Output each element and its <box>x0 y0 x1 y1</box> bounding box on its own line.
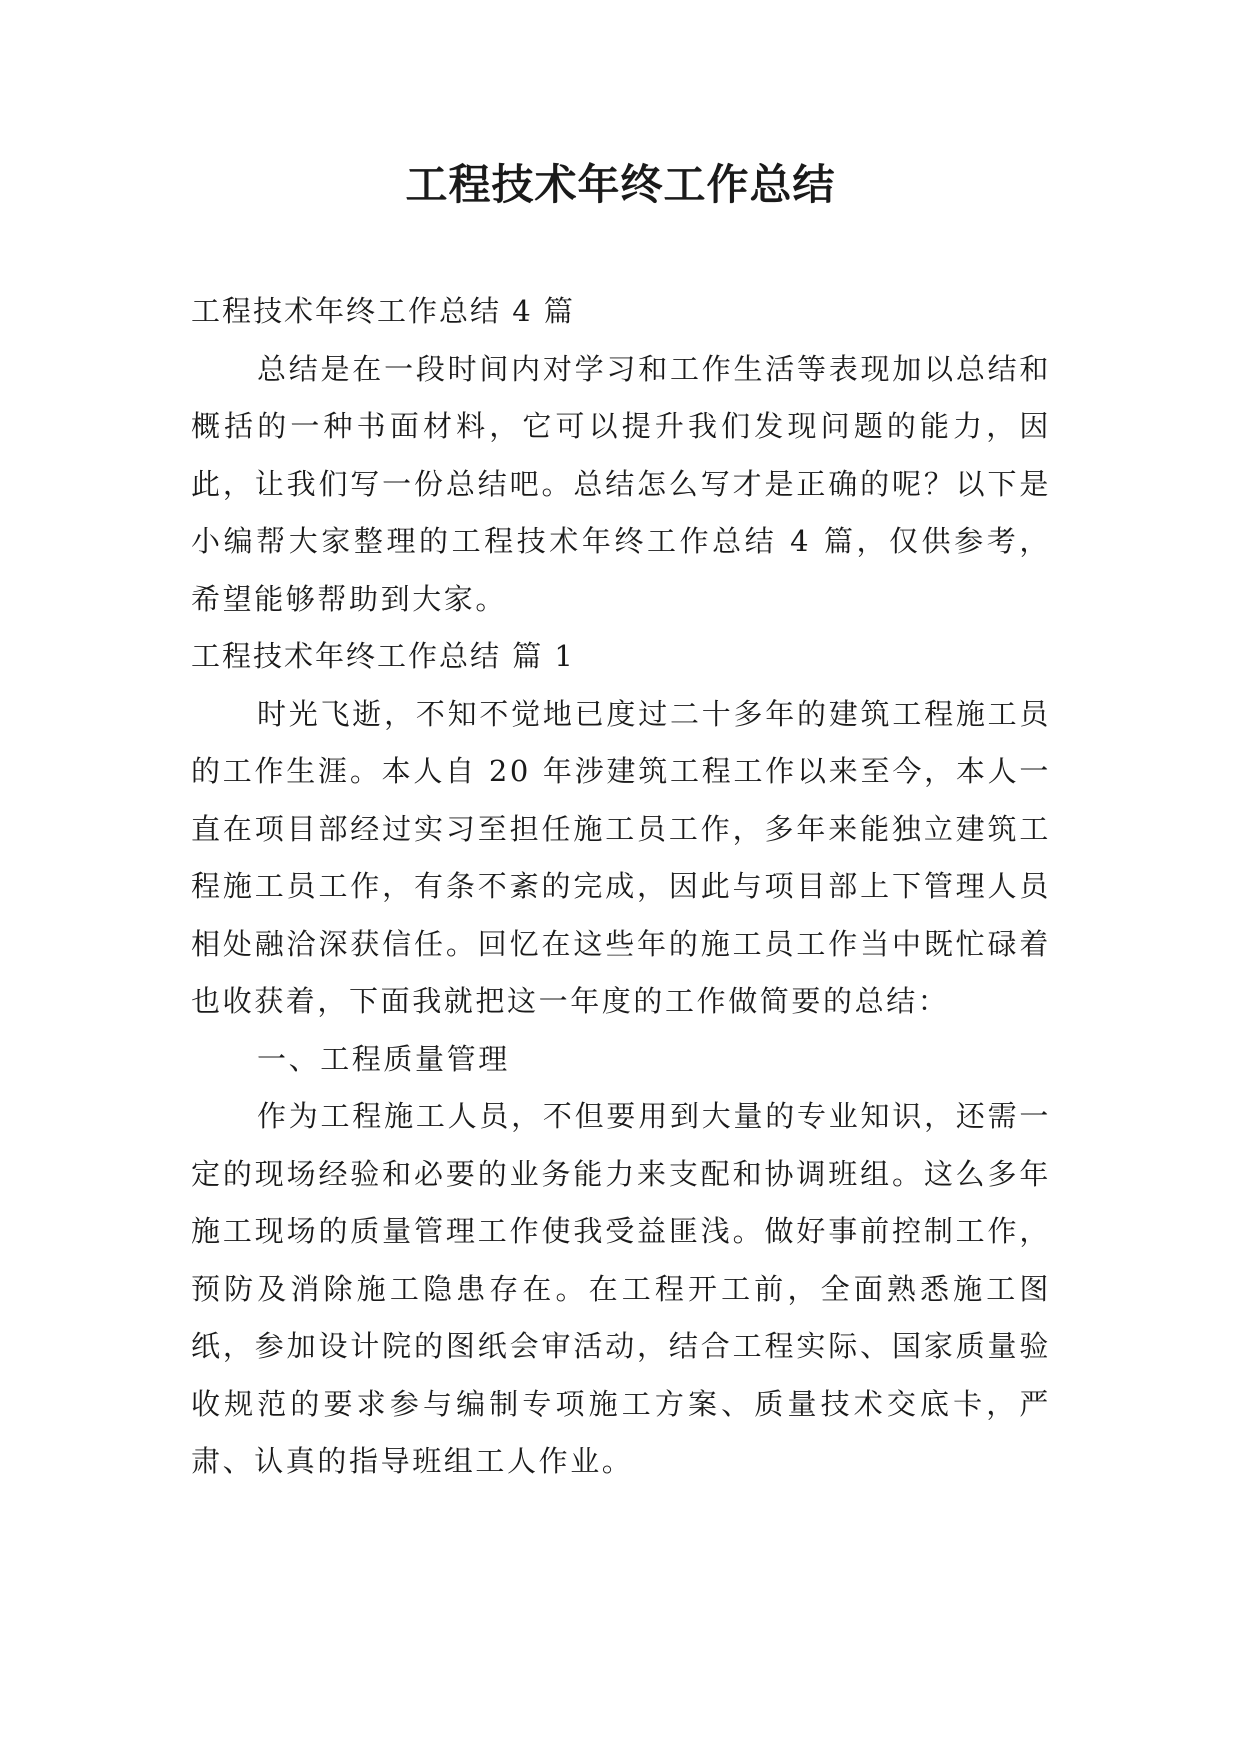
document-subtitle: 工程技术年终工作总结 4 篇 <box>191 294 575 328</box>
document-title: 工程技术年终工作总结 <box>405 160 836 209</box>
body-paragraph-2: 作为工程施工人员，不但要用到大量的专业知识，还需一定的现场经验和必要的业务能力来支配和协调班组。这么多年施工现场的质量管理工作使我受益匪浅。做好事前控制工作，预防及消除施工隐患存在。在工程开工前，全面熟悉施工图纸，参加设计院的图纸会审活动，结合工程实际、国家质量验收规范的要求参与编制专项施工方案、质量技术交底卡，严肃、认真的指导班组工人作业。 <box>191 1099 1051 1478</box>
subheading-quality-management: 一、工程质量管理 <box>257 1041 510 1076</box>
section-heading: 工程技术年终工作总结 篇 1 <box>191 639 575 673</box>
document-body <box>191 283 1051 1491</box>
body-paragraph-1: 时光飞逝，不知不觉地已度过二十多年的建筑工程施工员的工作生涯。本人自 20 年涉建筑工程工作以来至今，本人一直在项目部经过实习至担任施工员工作，多年来能独立建筑工程施工员工作，有条不紊的完成，因此与项目部上下管理人员相处融洽深获信任。回忆在这些年的施工员工作当中既忙碌着也收获着，下面我就把这一年度的工作做简要的总结： <box>191 696 1051 1018</box>
intro-paragraph: 总结是在一段时间内对学习和工作生活等表现加以总结和概括的一种书面材料，它可以提升我们发现问题的能力，因此，让我们写一份总结吧。总结怎么写才是正确的呢？以下是小编帮大家整理的工程技术年终工作总结 4 篇，仅供参考，希望能够帮助到大家。 <box>191 351 1051 616</box>
